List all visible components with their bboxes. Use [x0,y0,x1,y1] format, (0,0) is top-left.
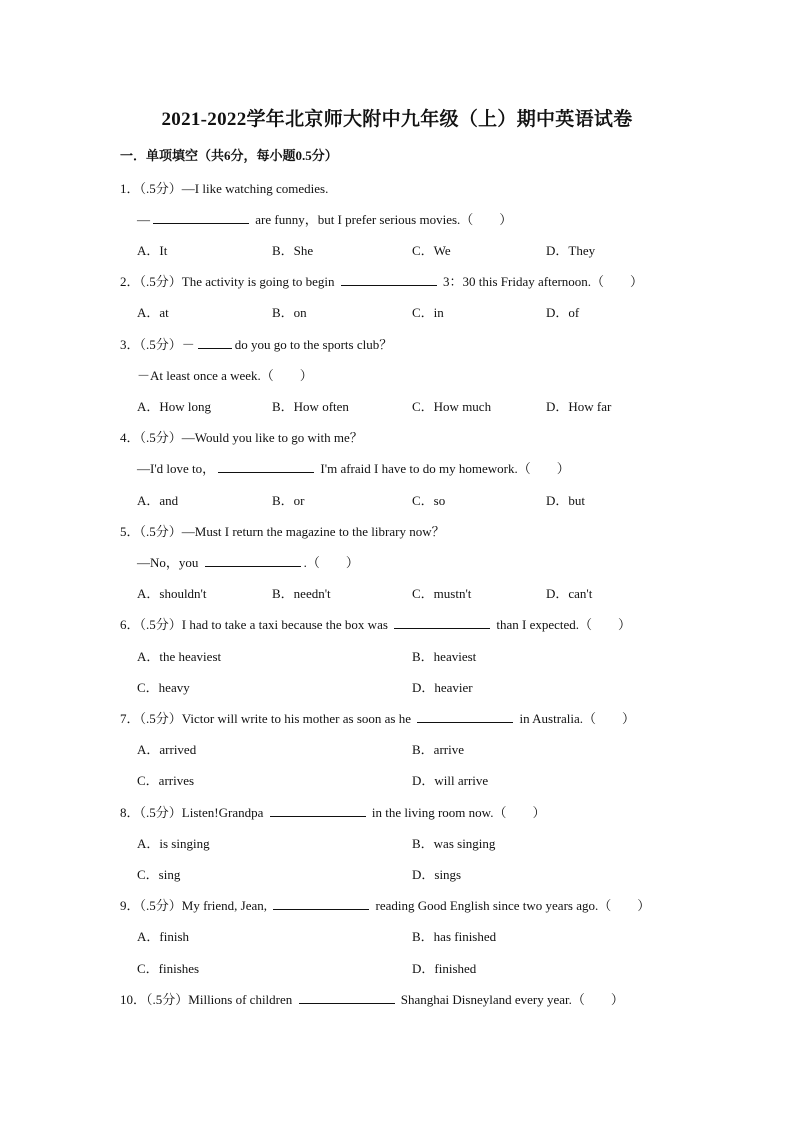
option-a: A．It [137,243,168,258]
question-text: reading Good English since two years ago.（ ） [372,898,651,913]
question-number: 8． [120,805,140,820]
option-c: C．How much [412,399,492,414]
option-d: D．How far [546,399,612,414]
option-a: A．finish [137,929,190,944]
option-b: B．was singing [412,836,496,851]
answer-blank [218,461,314,473]
question-5 [120,521,445,540]
question-7 [120,708,635,727]
question-number: 1． [120,181,140,196]
option-b: B．How often [272,399,349,414]
option-c: C．finishes [137,961,200,976]
question-2 [120,271,643,290]
question-number: 9． [120,898,140,913]
question-number: 3． [120,337,140,352]
option-d: D．finished [412,961,477,976]
question-text: 3：30 this Friday afternoon.（ ） [439,274,644,289]
question-6 [120,614,631,633]
question-text: do you go to the sports club？ [234,337,393,352]
answer-blank [270,805,366,817]
question-score: （.5分） [139,274,182,289]
question-score: （.5分） [146,992,189,1007]
option-c: C．sing [137,867,181,882]
option-a: A．and [137,493,179,508]
question-3 [120,334,392,353]
option-d: D．can't [546,586,593,601]
question-stem: Listen!Grandpa [181,805,267,820]
question-8 [120,802,545,821]
question-score: （.5分） [139,337,182,352]
answer-blank [153,212,249,224]
question-stem: The activity is going to begin [181,274,338,289]
option-c: C．heavy [137,680,190,695]
option-b: B．has finished [412,929,497,944]
question-text: than I expected.（ ） [493,617,632,632]
question-stem: —I like watching comedies. [181,181,329,196]
question-score: （.5分） [139,430,182,445]
option-d: D．sings [412,867,462,882]
option-a: A．How long [137,399,212,414]
option-b: B．heaviest [412,649,477,664]
option-d: D．They [546,243,596,258]
answer-blank [205,555,301,567]
question-stem: I had to take a taxi because the box was [181,617,392,632]
option-c: C．mustn't [412,586,472,601]
question-5-line2 [137,552,359,571]
page-title: 2021-2022学年北京师大附中九年级（上）期中英语试卷 [161,109,633,130]
option-c: C．so [412,493,446,508]
question-number: 10． [120,992,147,1007]
question-text: in Australia.（ ） [516,711,636,726]
answer-blank [341,274,437,286]
question-4-line2 [137,458,570,477]
option-b: B．needn't [272,586,331,601]
section-heading: 一．单项填空（共6分，每小题0.5分） [120,148,338,163]
question-text: I'm afraid I have to do my homework.（ ） [317,461,570,476]
answer-blank [417,711,513,723]
option-b: B．on [272,305,307,320]
question-text: are funny，but I prefer serious movies.（ ） [252,212,513,227]
question-9 [120,895,650,914]
question-score: （.5分） [139,181,182,196]
option-b: B．She [272,243,314,258]
question-1 [120,178,328,197]
question-number: 7． [120,711,140,726]
answer-blank [299,992,395,1004]
question-stem: Millions of children [188,992,296,1007]
question-text: in the living room now.（ ） [368,805,546,820]
option-d: D．heavier [412,680,473,695]
question-score: （.5分） [139,617,182,632]
question-text: .（ ） [303,555,359,570]
option-d: D．will arrive [412,773,489,788]
question-3-line2: －At least once a week.（ ） [137,368,313,383]
question-stem: —Must I return the magazine to the library now？ [181,524,445,539]
question-stem: —Would you like to go with me？ [181,430,363,445]
question-10 [120,989,624,1008]
question-number: 4． [120,430,140,445]
option-c: C．arrives [137,773,195,788]
option-b: B．arrive [412,742,464,757]
question-4 [120,427,363,446]
answer-blank [273,898,369,910]
question-score: （.5分） [139,805,182,820]
question-number: 6． [120,617,140,632]
question-score: （.5分） [139,711,182,726]
option-a: A．is singing [137,836,210,851]
question-stem: My friend, Jean, [181,898,271,913]
option-a: A．at [137,305,169,320]
option-c: C．We [412,243,451,258]
question-number: 2． [120,274,140,289]
question-stem: － [181,337,195,352]
option-b: B．or [272,493,305,508]
question-text: —No，you [137,555,202,570]
question-score: （.5分） [139,898,182,913]
question-stem: Victor will write to his mother as soon as he [181,711,415,726]
option-a: A．arrived [137,742,197,757]
question-text: —I'd love to， [137,461,216,476]
question-number: 5． [120,524,140,539]
option-d: D．of [546,305,580,320]
option-a: A．shouldn't [137,586,207,601]
question-score: （.5分） [139,524,182,539]
answer-blank [394,617,490,629]
question-text: — [137,212,150,227]
option-a: A．the heaviest [137,649,222,664]
option-c: C．in [412,305,444,320]
answer-blank [198,337,232,349]
question-1-line2 [137,209,512,228]
option-d: D．but [546,493,586,508]
question-text: Shanghai Disneyland every year.（ ） [397,992,624,1007]
